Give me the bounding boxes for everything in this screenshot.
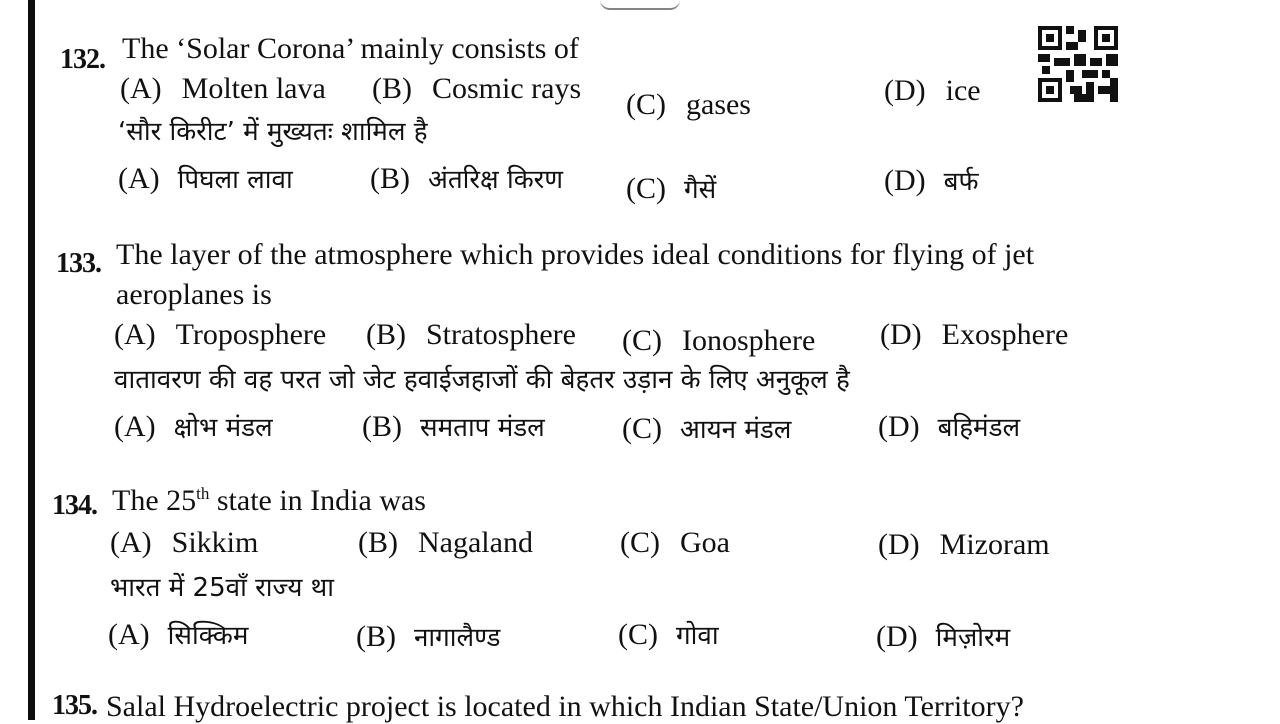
question-text-hindi: ‘सौर किरीट’ में मुख्यतः शामिल है [118, 117, 428, 147]
qr-code-icon [1038, 26, 1118, 102]
option-d-hindi: (D) मिज़ोरम [876, 620, 1011, 653]
question-number: 132. [60, 44, 105, 75]
page-border-left [28, 0, 35, 720]
option-b-hindi: (B) अंतरिक्ष किरण [370, 162, 564, 195]
question-text-hindi: भारत में 25वाँ राज्य था [110, 573, 335, 603]
option-b: (B) Stratosphere [366, 318, 576, 351]
option-d-hindi: (D) बहिमंडल [878, 410, 1021, 443]
option-b-hindi: (B) नागालैण्ड [356, 620, 501, 653]
option-c-hindi: (C) गैसें [626, 172, 717, 205]
question-text: The 25th state in India was [112, 484, 426, 517]
option-d: (D) ice [884, 74, 981, 107]
option-a-hindi: (A) सिक्किम [108, 618, 249, 651]
option-d: (D) Mizoram [878, 528, 1050, 561]
question-text-line2: aeroplanes is [116, 278, 272, 311]
option-d: (D) Exosphere [880, 318, 1069, 351]
option-a: (A) Molten lava [120, 72, 326, 105]
option-a: (A) Sikkim [110, 526, 259, 559]
page-top-mark [600, 0, 680, 10]
question-text: Salal Hydroelectric project is located in which Indian State/Union Territory? [106, 690, 1024, 723]
option-c-hindi: (C) गोवा [618, 618, 719, 651]
option-c: (C) Goa [620, 526, 730, 559]
option-c: (C) gases [626, 88, 751, 121]
option-d-hindi: (D) बर्फ [884, 164, 979, 197]
option-c-hindi: (C) आयन मंडल [622, 412, 792, 445]
option-b: (B) Nagaland [358, 526, 533, 559]
option-a-hindi: (A) क्षोभ मंडल [114, 410, 273, 443]
question-text: The layer of the atmosphere which provides ideal conditions for flying of jet [116, 238, 1035, 271]
option-a-hindi: (A) पिघला लावा [118, 162, 293, 195]
question-text: The ‘Solar Corona’ mainly consists of [122, 32, 579, 65]
question-number: 133. [56, 248, 101, 279]
option-c: (C) Ionosphere [622, 324, 816, 357]
option-b: (B) Cosmic rays [372, 72, 582, 105]
option-a: (A) Troposphere [114, 318, 327, 351]
option-b-hindi: (B) समताप मंडल [362, 410, 545, 443]
question-text-hindi: वातावरण की वह परत जो जेट हवाईजहाजों की बेहतर उड़ान के लिए अनुकूल है [114, 365, 850, 395]
question-number: 135. [52, 690, 97, 721]
question-number: 134. [52, 490, 97, 521]
